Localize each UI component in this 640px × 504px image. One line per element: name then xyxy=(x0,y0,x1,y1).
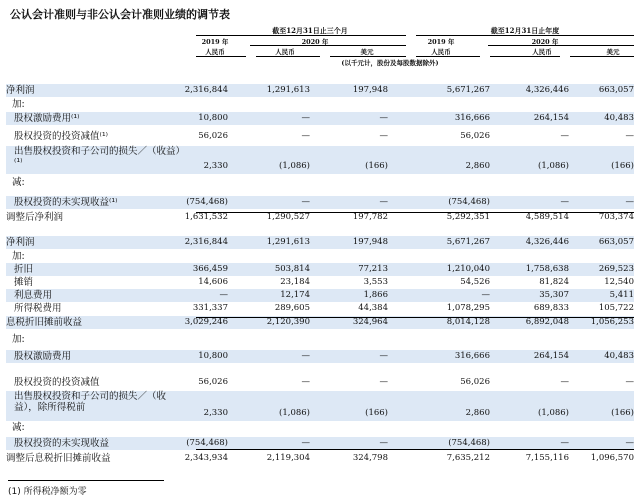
row-value: (1,086) xyxy=(538,161,569,171)
table-row xyxy=(6,196,634,209)
table-row xyxy=(6,130,634,143)
row-value: 331,337 xyxy=(192,303,228,313)
row-value: 2,330 xyxy=(203,408,228,418)
footnote-rule xyxy=(8,480,164,481)
row-value: 269,523 xyxy=(598,264,634,274)
row-label: 股权激励费用 xyxy=(14,351,72,362)
row-value: 3,029,246 xyxy=(184,317,228,327)
row-value: 324,798 xyxy=(352,453,388,463)
subtotal-rule xyxy=(196,449,634,450)
row-value: 56,026 xyxy=(460,131,490,141)
row-value: — xyxy=(301,377,310,387)
row-value: — xyxy=(560,197,569,207)
table-row xyxy=(6,333,634,346)
row-value: (754,468) xyxy=(186,197,228,207)
row-value: — xyxy=(625,131,634,141)
row-value: 10,800 xyxy=(198,113,228,123)
row-value: 663,057 xyxy=(598,237,634,247)
table-row xyxy=(6,276,634,289)
row-value: 197,948 xyxy=(352,237,388,247)
row-value: 1,631,532 xyxy=(184,212,228,222)
table-row xyxy=(6,112,634,125)
header-rule xyxy=(250,45,406,46)
row-value: — xyxy=(560,377,569,387)
row-value: (166) xyxy=(365,408,388,418)
row-value: — xyxy=(301,351,310,361)
footnote: (1) 所得税净额为零 xyxy=(8,487,87,497)
row-label: 调整后净利润 xyxy=(6,212,64,223)
row-value: 503,814 xyxy=(274,264,310,274)
row-value: 6,892,048 xyxy=(525,317,569,327)
row-value: 3,553 xyxy=(363,277,388,287)
header-year-2020: 2020 年 xyxy=(301,38,329,46)
row-value: 12,174 xyxy=(280,290,310,300)
row-label: 利息费用 xyxy=(14,290,53,301)
row-label: 股权投资的投资减值⁽¹⁾ xyxy=(14,131,108,142)
row-value: — xyxy=(625,438,634,448)
row-value: — xyxy=(379,351,388,361)
row-value: 1,758,638 xyxy=(525,264,569,274)
row-value: 10,800 xyxy=(198,351,228,361)
row-label: 加: xyxy=(12,334,25,345)
header-rule xyxy=(196,35,406,36)
table-row xyxy=(6,391,634,421)
row-value: 1,290,527 xyxy=(266,212,310,222)
row-label: 调整后息税折旧摊前收益 xyxy=(6,453,111,464)
row-label: 减: xyxy=(12,422,25,433)
row-value: 2,860 xyxy=(465,161,490,171)
header-currency: 人民币 xyxy=(205,48,225,56)
row-value: 56,026 xyxy=(198,131,228,141)
header-rule xyxy=(330,56,406,57)
row-label: 净利润 xyxy=(6,237,35,248)
table-row xyxy=(6,452,634,465)
row-value: — xyxy=(301,113,310,123)
row-value: 1,096,570 xyxy=(590,453,634,463)
header-currency: 美元 xyxy=(360,48,374,56)
row-value: 1,210,040 xyxy=(446,264,490,274)
row-label: 折旧 xyxy=(14,264,34,275)
row-value: 8,014,128 xyxy=(446,317,490,327)
table-row xyxy=(6,421,634,434)
header-full-year: 截至12月31日止年度 xyxy=(490,26,560,35)
row-value: — xyxy=(379,197,388,207)
row-value: (1,086) xyxy=(279,408,310,418)
row-value: 7,155,116 xyxy=(525,453,569,463)
row-value: 44,384 xyxy=(358,303,388,313)
table-row xyxy=(6,84,634,97)
row-value: 5,671,267 xyxy=(446,85,490,95)
table-row xyxy=(6,98,634,111)
row-value: 2,343,934 xyxy=(184,453,228,463)
row-label: 股权投资的未实现收益 xyxy=(14,438,110,449)
row-label: 所得税费用 xyxy=(14,303,62,314)
row-value: 4,326,446 xyxy=(525,85,569,95)
row-value: 689,833 xyxy=(533,303,569,313)
row-value: (166) xyxy=(611,161,634,171)
row-value: — xyxy=(379,113,388,123)
row-label: 加: xyxy=(12,251,25,262)
header-rule xyxy=(416,56,480,57)
row-value: 2,316,844 xyxy=(184,85,228,95)
row-value: 56,026 xyxy=(460,377,490,387)
row-value: (754,468) xyxy=(186,438,228,448)
row-value: 1,078,295 xyxy=(446,303,490,313)
row-label: 息税折旧摊前收益 xyxy=(6,317,83,328)
row-value: — xyxy=(301,131,310,141)
header-currency: 美元 xyxy=(606,48,620,56)
subtotal-rule xyxy=(196,212,634,213)
row-label: 摊销 xyxy=(14,277,34,288)
row-value: — xyxy=(481,290,490,300)
table-row xyxy=(6,350,634,363)
row-value: 2,316,844 xyxy=(184,237,228,247)
header-currency: 人民币 xyxy=(275,48,295,56)
table-row xyxy=(6,236,634,249)
row-value: 2,120,390 xyxy=(266,317,310,327)
row-value: 5,411 xyxy=(609,290,634,300)
row-value: (166) xyxy=(365,161,388,171)
row-value: 316,666 xyxy=(454,351,490,361)
row-value: 23,184 xyxy=(280,277,310,287)
header-rule xyxy=(488,45,634,46)
row-value: 40,483 xyxy=(604,351,634,361)
row-value: 1,866 xyxy=(363,290,388,300)
row-label: 股权激励费用⁽¹⁾ xyxy=(14,113,80,124)
row-value: (754,468) xyxy=(448,438,490,448)
row-value: (166) xyxy=(611,408,634,418)
header-year-2019: 2019 年 xyxy=(427,38,455,46)
row-label: 股权投资的投资减值 xyxy=(14,377,100,388)
row-value: 289,605 xyxy=(274,303,310,313)
row-value: (1,086) xyxy=(279,161,310,171)
row-value: 197,948 xyxy=(352,85,388,95)
header-rule xyxy=(416,35,634,36)
row-value: 4,589,514 xyxy=(525,212,569,222)
row-value: 324,964 xyxy=(352,317,388,327)
row-label: 加: xyxy=(12,99,25,110)
subtotal-rule xyxy=(196,317,634,318)
table-row xyxy=(6,176,634,189)
header-currency: 人民币 xyxy=(431,48,451,56)
table-row xyxy=(6,146,634,174)
header-units-note: (以千元计，股份及每股数据除外) xyxy=(341,59,439,67)
row-value: — xyxy=(219,290,228,300)
header-year-2020: 2020 年 xyxy=(531,38,559,46)
row-value: 703,374 xyxy=(598,212,634,222)
row-value: 56,026 xyxy=(198,377,228,387)
row-value: (754,468) xyxy=(448,197,490,207)
row-value: — xyxy=(301,438,310,448)
row-value: 12,540 xyxy=(604,277,634,287)
row-value: — xyxy=(560,131,569,141)
row-value: 264,154 xyxy=(533,113,569,123)
header-rule xyxy=(570,56,634,57)
header-rule xyxy=(256,56,320,57)
table-row xyxy=(6,376,634,389)
row-value: 35,307 xyxy=(539,290,569,300)
row-value: 1,291,613 xyxy=(266,237,310,247)
page-title: 公认会计准则与非公认会计准则业绩的调节表 xyxy=(10,8,230,21)
row-label: 减: xyxy=(12,177,25,188)
row-value: — xyxy=(625,377,634,387)
header-year-2019: 2019 年 xyxy=(201,38,229,46)
row-label: 股权投资的未实现收益⁽¹⁾ xyxy=(14,197,118,208)
row-value: 7,635,212 xyxy=(446,453,490,463)
header-three-months: 截至12月31日止三个月 xyxy=(272,26,348,35)
header-rule xyxy=(196,56,246,57)
row-value: 264,154 xyxy=(533,351,569,361)
table-row xyxy=(6,302,634,315)
header-rule xyxy=(490,56,560,57)
row-value: 40,483 xyxy=(604,113,634,123)
row-value: 77,213 xyxy=(358,264,388,274)
row-value: (1,086) xyxy=(538,408,569,418)
row-value: 1,056,253 xyxy=(590,317,634,327)
row-value: 14,606 xyxy=(198,277,228,287)
row-value: 1,291,613 xyxy=(266,85,310,95)
row-value: 105,722 xyxy=(598,303,634,313)
row-value: 2,860 xyxy=(465,408,490,418)
row-value: — xyxy=(379,438,388,448)
row-value: — xyxy=(560,438,569,448)
row-value: 5,292,351 xyxy=(446,212,490,222)
row-value: — xyxy=(379,377,388,387)
row-value: 4,326,446 xyxy=(525,237,569,247)
row-value: — xyxy=(379,131,388,141)
row-value: 54,526 xyxy=(460,277,490,287)
row-value: 366,459 xyxy=(192,264,228,274)
row-value: 81,824 xyxy=(539,277,569,287)
header-currency: 人民币 xyxy=(532,48,552,56)
row-value: — xyxy=(625,197,634,207)
row-value: 663,057 xyxy=(598,85,634,95)
row-value: 2,119,304 xyxy=(266,453,310,463)
row-value: 2,330 xyxy=(203,161,228,171)
row-value: 197,782 xyxy=(352,212,388,222)
row-label: 净利润 xyxy=(6,85,35,96)
row-value: 5,671,267 xyxy=(446,237,490,247)
table-row xyxy=(6,263,634,276)
row-value: 316,666 xyxy=(454,113,490,123)
row-label: 出售股权投资和子公司的损失／（收益）⁽¹⁾ xyxy=(14,146,186,168)
row-value: — xyxy=(301,197,310,207)
table-row xyxy=(6,289,634,302)
table-row xyxy=(6,250,634,263)
row-label: 出售股权投资和子公司的损失／（收益），除所得税前 xyxy=(14,391,167,413)
